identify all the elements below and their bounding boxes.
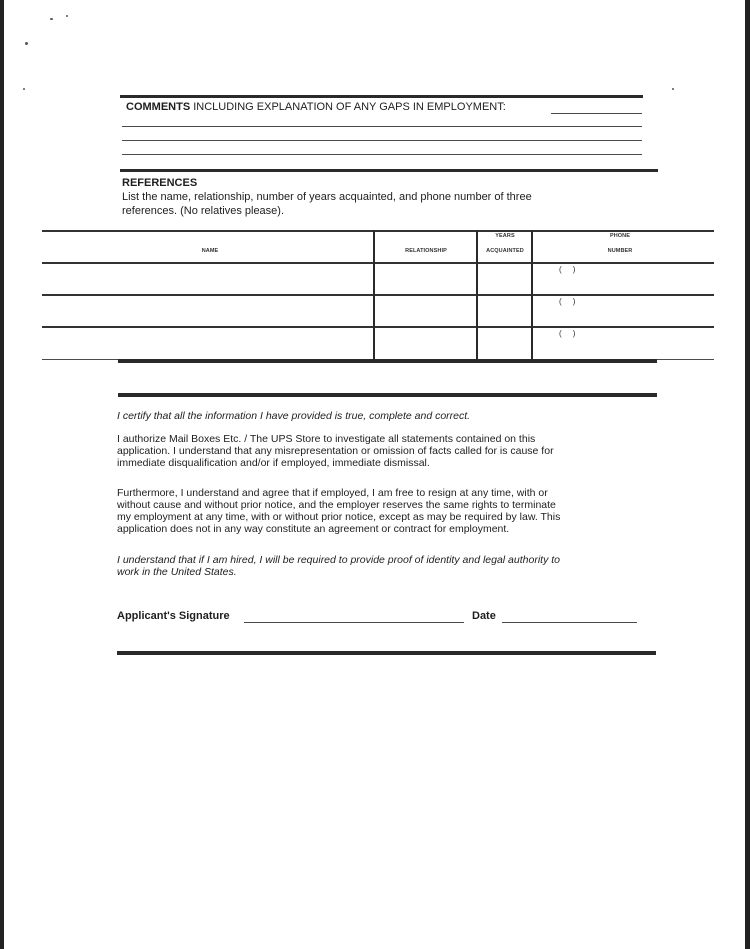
reference-3-years-cell[interactable] (478, 328, 531, 358)
references-instructions-line1: List the name, relationship, number of years acquainted, and phone number of three (122, 191, 532, 203)
reference-1-years-cell[interactable] (478, 264, 531, 294)
section-divider (120, 95, 643, 98)
at-will-line: application does not in any way constitute an agreement or contract for employment. (117, 523, 510, 535)
scan-edge-right (745, 0, 750, 949)
phone-area-code-parens: ( ) (559, 329, 576, 338)
reference-2-years-cell[interactable] (478, 296, 531, 326)
date-line[interactable] (502, 622, 637, 623)
section-divider (120, 169, 658, 172)
signature-line[interactable] (244, 622, 464, 623)
reference-2-relationship-cell[interactable] (375, 296, 476, 326)
scan-speck (66, 15, 68, 17)
comments-heading-bold: COMMENTS (126, 101, 191, 113)
authorize-line: application. I understand that any misrepresentation or omission of facts called for is cause for (117, 445, 554, 457)
comments-line-4[interactable] (122, 154, 642, 155)
column-header-phone: PHONE (609, 233, 631, 239)
phone-area-code-parens: ( ) (559, 265, 576, 274)
reference-1-name-cell[interactable] (42, 264, 373, 294)
certify-statement: I certify that all the information I have provided is true, complete and correct. (117, 410, 471, 422)
table-top-border (42, 230, 714, 232)
section-divider (117, 651, 656, 655)
reference-3-relationship-cell[interactable] (375, 328, 476, 358)
column-header-name: NAME (201, 248, 219, 254)
reference-1-relationship-cell[interactable] (375, 264, 476, 294)
signature-label: Applicant's Signature (117, 610, 230, 622)
proof-paragraph (117, 554, 560, 578)
comments-line-2[interactable] (122, 126, 642, 127)
column-header-acquainted: ACQUAINTED (486, 248, 524, 254)
scan-speck (25, 42, 28, 45)
signature-field[interactable] (244, 608, 464, 622)
references-heading: REFERENCES (122, 177, 198, 189)
column-header-relationship: RELATIONSHIP (405, 248, 447, 254)
authorize-paragraph (117, 433, 554, 469)
at-will-paragraph (117, 487, 560, 535)
comments-line-3[interactable] (122, 140, 642, 141)
phone-area-code-parens: ( ) (559, 297, 576, 306)
section-divider (118, 359, 657, 363)
date-field[interactable] (502, 608, 637, 622)
at-will-line: without cause and without prior notice, and the employer reserves the same rights to terminate (117, 499, 556, 511)
proof-line: I understand that if I am hired, I will be required to provide proof of identity and legal authority to (117, 554, 561, 566)
date-label: Date (472, 610, 496, 622)
comments-line-1[interactable] (551, 113, 642, 114)
column-header-number: NUMBER (607, 248, 633, 254)
scan-speck (23, 88, 25, 90)
comments-heading (126, 101, 506, 114)
authorize-line: I authorize Mail Boxes Etc. / The UPS Store to investigate all statements contained on this (117, 433, 536, 445)
proof-line: work in the United States. (117, 566, 237, 578)
reference-3-phone-cell[interactable] (533, 328, 714, 358)
scan-edge-left (0, 0, 4, 949)
reference-3-name-cell[interactable] (42, 328, 373, 358)
scan-speck (50, 18, 53, 20)
at-will-line: Furthermore, I understand and agree that if employed, I am free to resign at any time, with or (117, 487, 548, 499)
comments-heading-rest: INCLUDING EXPLANATION OF ANY GAPS IN EMPLOYMENT: (190, 101, 506, 113)
scan-speck (672, 88, 674, 90)
section-divider (118, 393, 657, 397)
reference-2-name-cell[interactable] (42, 296, 373, 326)
column-header-years: YEARS (495, 233, 515, 239)
authorize-line: immediate disqualification and/or if employed, immediate dismissal. (117, 457, 430, 469)
references-instructions-line2: references. (No relatives please). (122, 205, 285, 217)
reference-2-phone-cell[interactable] (533, 296, 714, 326)
at-will-line: my employment at any time, with or without prior notice, except as may be required by law. This (117, 511, 561, 523)
reference-1-phone-cell[interactable] (533, 264, 714, 294)
